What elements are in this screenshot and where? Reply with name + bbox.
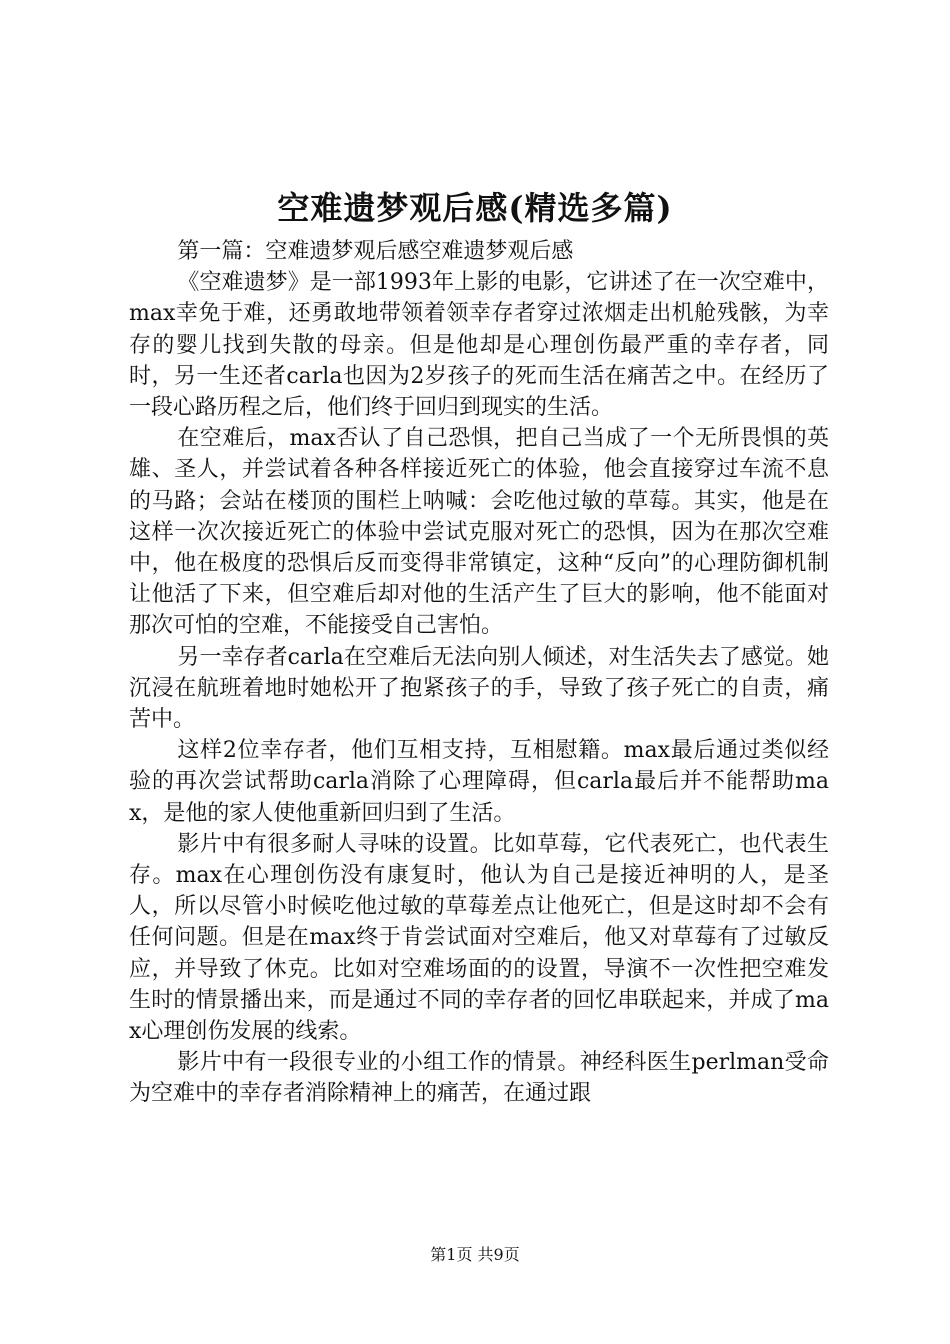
page-footer: 第1页 共9页 <box>430 1245 520 1264</box>
paragraph-1: 《空难遗梦》是一部1993年上影的电影，它讲述了在一次空难中，max幸免于难，还勇敢地带领着领幸存者穿过浓烟走出机舱残骸，为幸存的婴儿找到失散的母亲。但是他却是心理创伤最严重的幸存者，同时，另一生还者carla也因为2岁孩子的死而生活在痛苦之中。在经历了一段心路历程之后，他们终于回归到现实的生活。 <box>129 270 829 421</box>
document-title: 空难遗梦观后感(精选多篇) <box>277 189 673 227</box>
section-heading: 第一篇：空难遗梦观后感空难遗梦观后感 <box>177 239 574 264</box>
paragraph-3: 另一幸存者carla在空难后无法向别人倾述，对生活失去了感觉。她沉浸在航班着地时她松开了抱紧孩子的手，导致了孩子死亡的自责，痛苦中。 <box>129 644 829 733</box>
paragraph-6: 影片中有一段很专业的小组工作的情景。神经科医生perlman受命为空难中的幸存者消除精神上的痛苦，在通过跟 <box>129 1050 829 1107</box>
document-body <box>129 236 829 1110</box>
paragraph-5: 影片中有很多耐人寻味的设置。比如草莓，它代表死亡，也代表生存。max在心理创伤没有康复时，他认为自己是接近神明的人，是圣人，所以尽管小时候吃他过敏的草莓差点让他死亡，但是这时却不会有任何问题。但是在max终于肯尝试面对空难后，他又对草莓有了过敏反应，并导致了休克。比如对空难场面的的设置，导演不一次性把空难发生时的情景播出来，而是通过不同的幸存者的回忆串联起来，并成了max心理创伤发展的线索。 <box>129 831 829 1045</box>
paragraph-2: 在空难后，max否认了自己恐惧，把自己当成了一个无所畏惧的英雄、圣人，并尝试着各种各样接近死亡的体验，他会直接穿过车流不息的马路；会站在楼顶的围栏上呐喊：会吃他过敏的草莓。其实，他是在这样一次次接近死亡的体验中尝试克服对死亡的恐惧，因为在那次空难中，他在极度的恐惧后反而变得非常镇定，这种“反向”的心理防御机制让他活了下来，但空难后却对他的生活产生了巨大的影响，他不能面对那次可怕的空难，不能接受自己害怕。 <box>129 426 829 639</box>
paragraph-4: 这样2位幸存者，他们互相支持，互相慰籍。max最后通过类似经验的再次尝试帮助carla消除了心理障碍，但carla最后并不能帮助max，是他的家人使他重新回归到了生活。 <box>129 738 829 826</box>
